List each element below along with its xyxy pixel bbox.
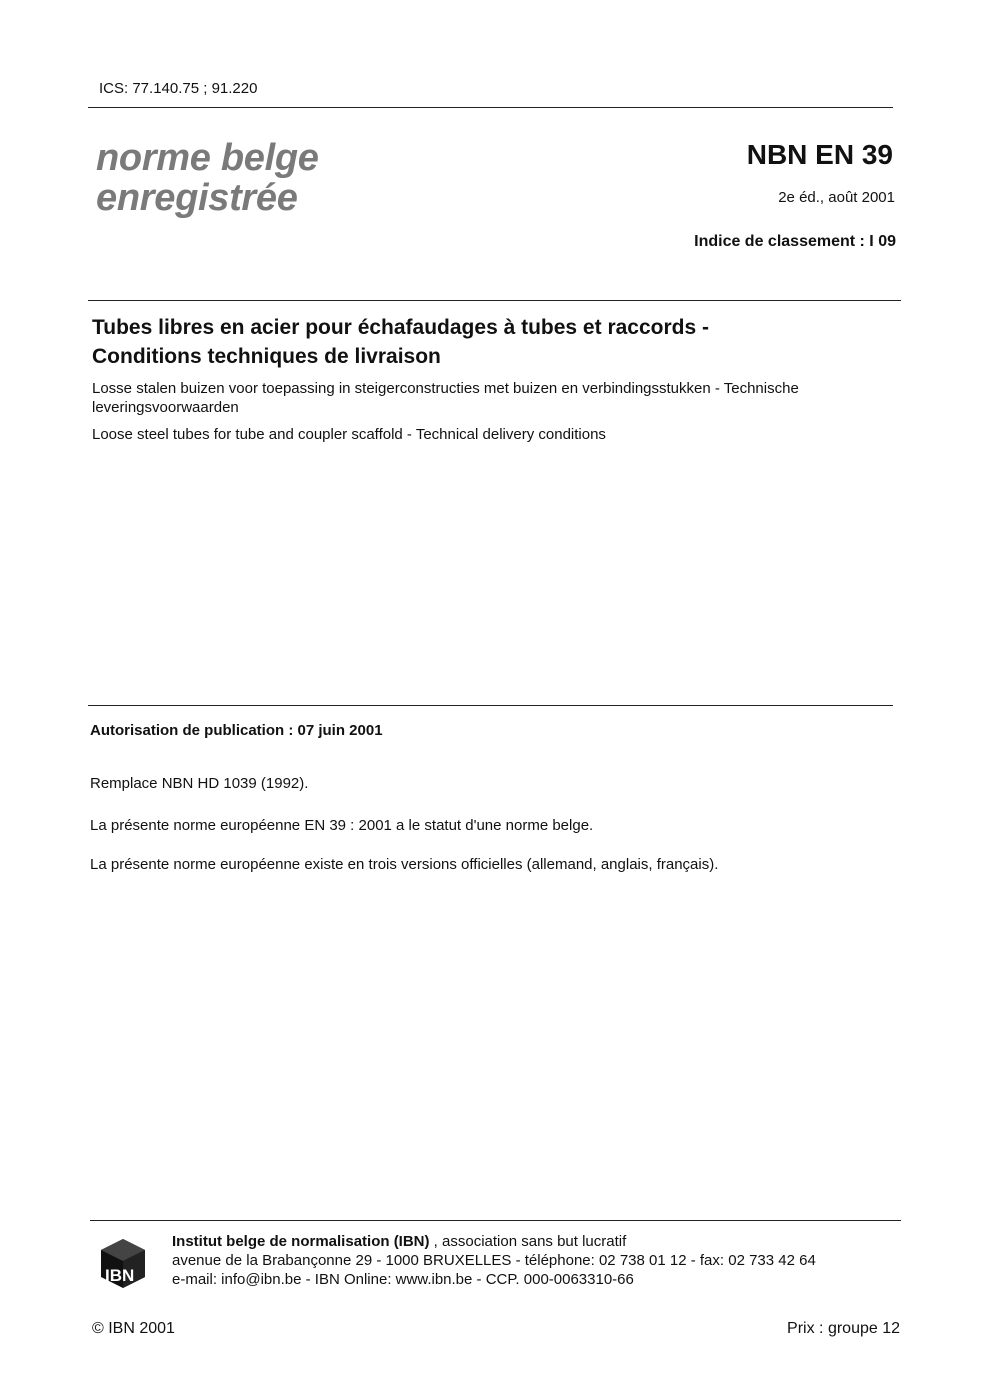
price-group: Prix : groupe 12 bbox=[787, 1320, 900, 1337]
ibn-cube-logo-icon bbox=[98, 1237, 148, 1289]
copyright: © IBN 2001 bbox=[92, 1320, 175, 1337]
institute-name: Institut belge de normalisation (IBN) bbox=[172, 1233, 430, 1250]
norme-line-2: enregistrée bbox=[96, 177, 298, 219]
header-divider bbox=[88, 107, 893, 108]
body-divider bbox=[88, 705, 893, 706]
title-french bbox=[92, 313, 852, 371]
standard-code: NBN EN 39 bbox=[746, 139, 893, 170]
classification-index: Indice de classement : I 09 bbox=[694, 233, 896, 250]
institute-suffix: , association sans but lucratif bbox=[429, 1233, 627, 1250]
title-french-line-2: Conditions techniques de livraison bbox=[92, 345, 441, 368]
title-dutch: Losse stalen buizen voor toepassing in steigerconstructies met buizen en verbindingsstukken - Technische leveringsvoorwaarden bbox=[92, 380, 799, 416]
title-french-line-1: Tubes libres en acier pour échafaudages à tubes et raccords - bbox=[92, 316, 709, 339]
edition-date: 2e éd., août 2001 bbox=[778, 189, 895, 206]
replaces-note: Remplace NBN HD 1039 (1992). bbox=[90, 775, 309, 792]
ics-codes: ICS: 77.140.75 ; 91.220 bbox=[99, 80, 258, 97]
publication-authorization: Autorisation de publication : 07 juin 2001 bbox=[90, 722, 383, 739]
institute-address: avenue de la Brabançonne 29 - 1000 BRUXELLES - téléphone: 02 738 01 12 - fax: 02 733 42 64 bbox=[172, 1252, 816, 1269]
institute-contact: e-mail: info@ibn.be - IBN Online: www.ibn.be - CCP. 000-0063310-66 bbox=[172, 1271, 634, 1288]
norme-label bbox=[96, 138, 319, 218]
versions-note: La présente norme européenne existe en trois versions officielles (allemand, anglais, français). bbox=[90, 856, 719, 873]
institute-name-line bbox=[172, 1233, 626, 1250]
title-english: Loose steel tubes for tube and coupler scaffold - Technical delivery conditions bbox=[92, 426, 606, 443]
footer-divider bbox=[90, 1220, 901, 1221]
norme-line-1: norme belge bbox=[96, 137, 319, 179]
status-note: La présente norme européenne EN 39 : 2001 a le statut d'une norme belge. bbox=[90, 817, 594, 834]
title-divider bbox=[88, 300, 901, 301]
logo-letters: IBN bbox=[105, 1266, 135, 1285]
